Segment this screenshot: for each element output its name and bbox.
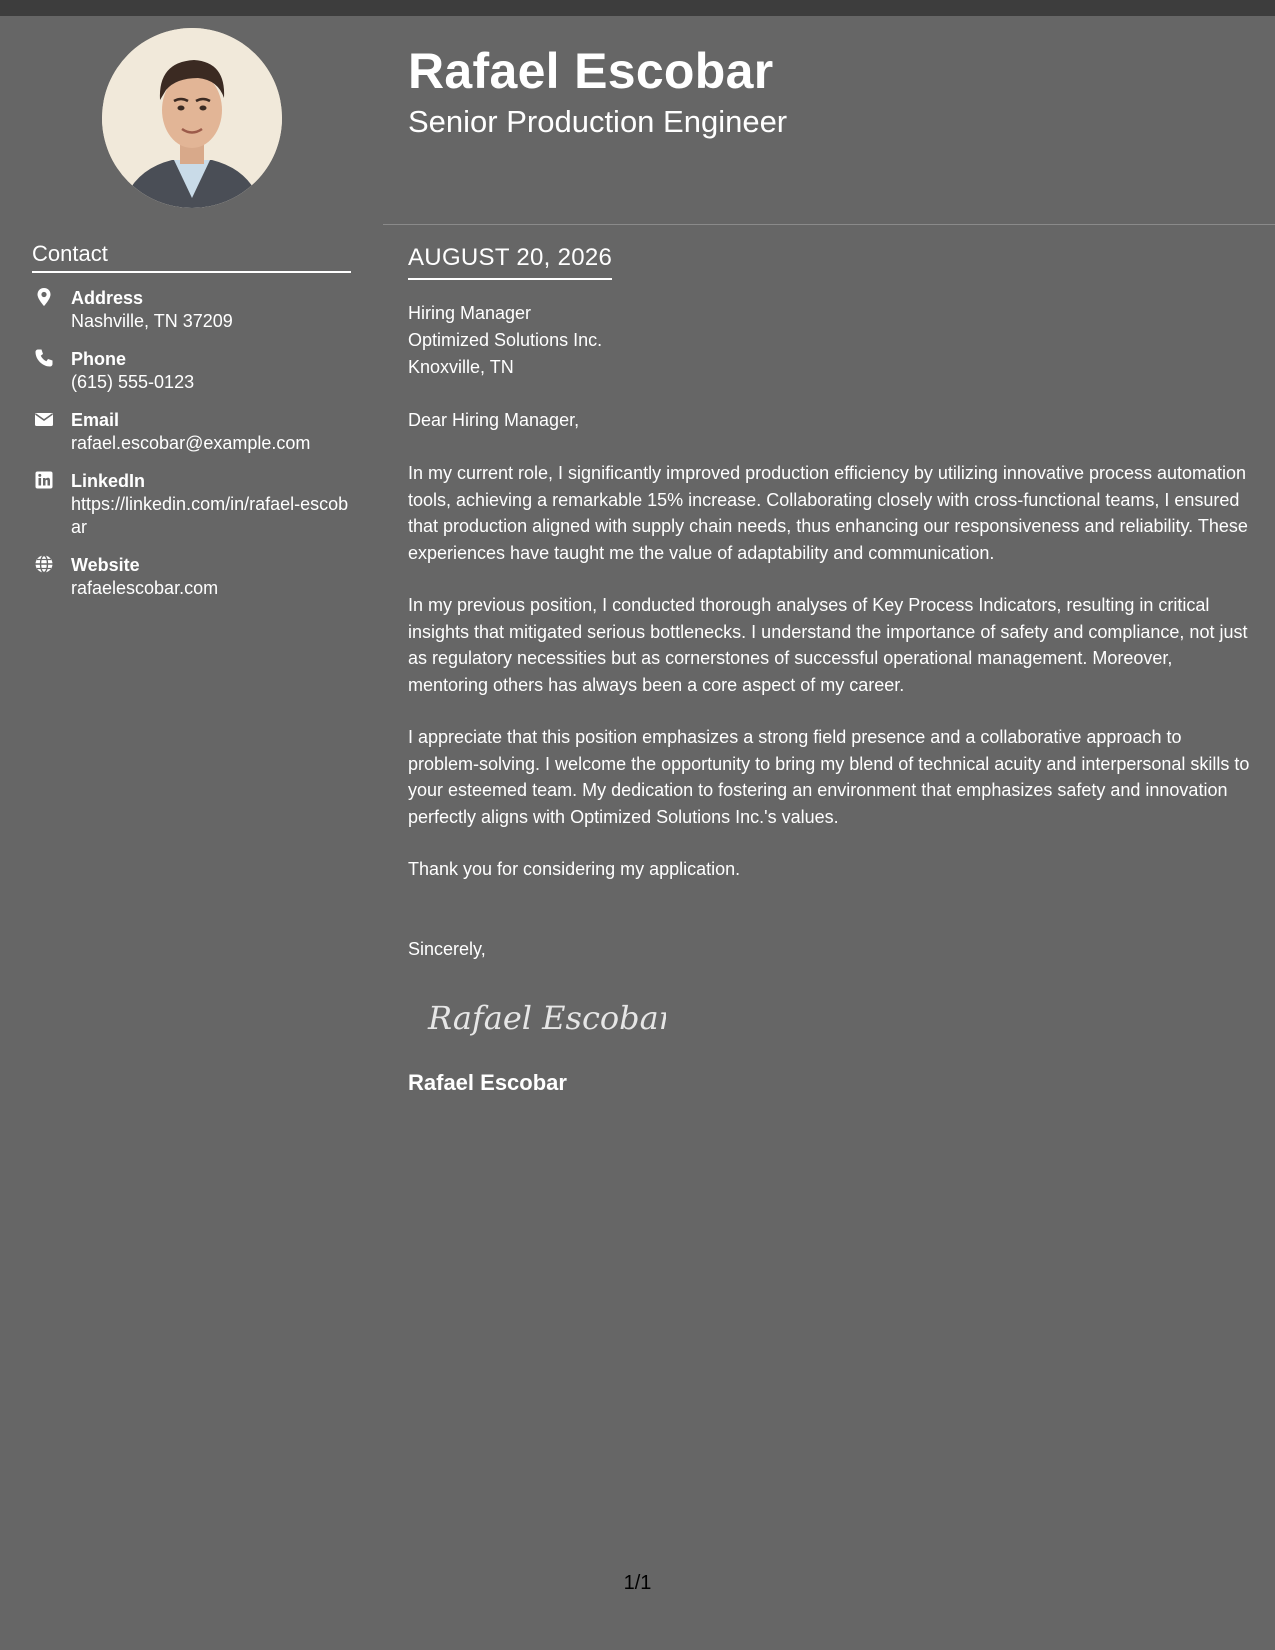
contact-item-phone [32,347,352,394]
recipient-company: Optimized Solutions Inc. [408,330,603,350]
phone-icon [34,348,54,368]
contact-label-address: Address [71,288,144,308]
recipient-name: Hiring Manager [408,303,532,323]
handwritten-signature [426,991,666,1047]
profile-photo [102,28,282,208]
cover-letter-page [0,16,1275,1650]
letter-date: AUGUST 20, 2026 [408,244,612,280]
contact-heading: Contact [32,241,351,273]
contact-label-phone: Phone [71,349,127,369]
contact-item-email [32,408,352,455]
contact-list [32,286,352,614]
closing: Sincerely, [408,938,486,959]
envelope-icon [34,409,54,429]
applicant-name: Rafael Escobar [408,43,774,99]
page-number: 1/1 [623,1572,652,1594]
salutation: Dear Hiring Manager, [408,410,580,430]
paragraph-3: I appreciate that this position emphasizes a strong field presence and a collaborative approach to problem-solving. I welcome the opportunity to bring my blend of technical acuity and interpersonal skills to your esteemed team. My dedication to fostering an environment that emphasizes safety and innovation perfectly aligns with Optimized Solutions Inc.'s values. [408,727,1250,827]
recipient-location: Knoxville, TN [408,357,514,377]
paragraph-4: Thank you for considering my application. [408,859,741,879]
contact-value-website[interactable]: rafaelescobar.com [71,578,219,598]
contact-item-linkedin [32,469,352,539]
contact-value-email[interactable]: rafael.escobar@example.com [71,433,311,453]
applicant-title: Senior Production Engineer [408,104,788,139]
contact-value-linkedin[interactable]: https://linkedin.com/in/rafael-escobar [71,494,349,537]
contact-label-website: Website [71,555,140,575]
portrait-illustration [102,28,282,208]
location-pin-icon [34,287,54,307]
contact-item-website [32,553,352,600]
contact-value-address: Nashville, TN 37209 [71,311,233,331]
contact-item-address [32,286,352,333]
contact-label-linkedin: LinkedIn [71,471,146,491]
linkedin-icon [34,470,54,490]
recipient-block [408,300,1250,381]
signature-text: Rafael Escobar [428,998,666,1037]
paragraph-1: In my current role, I significantly improved production efficiency by utilizing innovative process automation tools, achieving a remarkable 15% increase. Collaborating closely with cross-functional teams, I ensured that production aligned with supply chain needs, thus enhancing our responsiveness and reliability. These experiences have taught me the value of adaptability and communication. [408,463,1248,563]
contact-label-email: Email [71,410,120,430]
globe-icon [34,554,54,574]
top-bar [0,0,1275,16]
paragraph-2: In my previous position, I conducted thorough analyses of Key Process Indicators, resulting in critical insights that mitigated serious bottlenecks. I understand the importance of safety and compliance, not just as regulatory necessities but as cornerstones of successful operational management. Moreover, mentoring others has always been a core aspect of my career. [408,595,1248,695]
signed-name: Rafael Escobar [408,1069,567,1095]
header-divider [383,224,1275,225]
contact-value-phone: (615) 555-0123 [71,372,195,392]
letter-body [408,244,1250,1096]
